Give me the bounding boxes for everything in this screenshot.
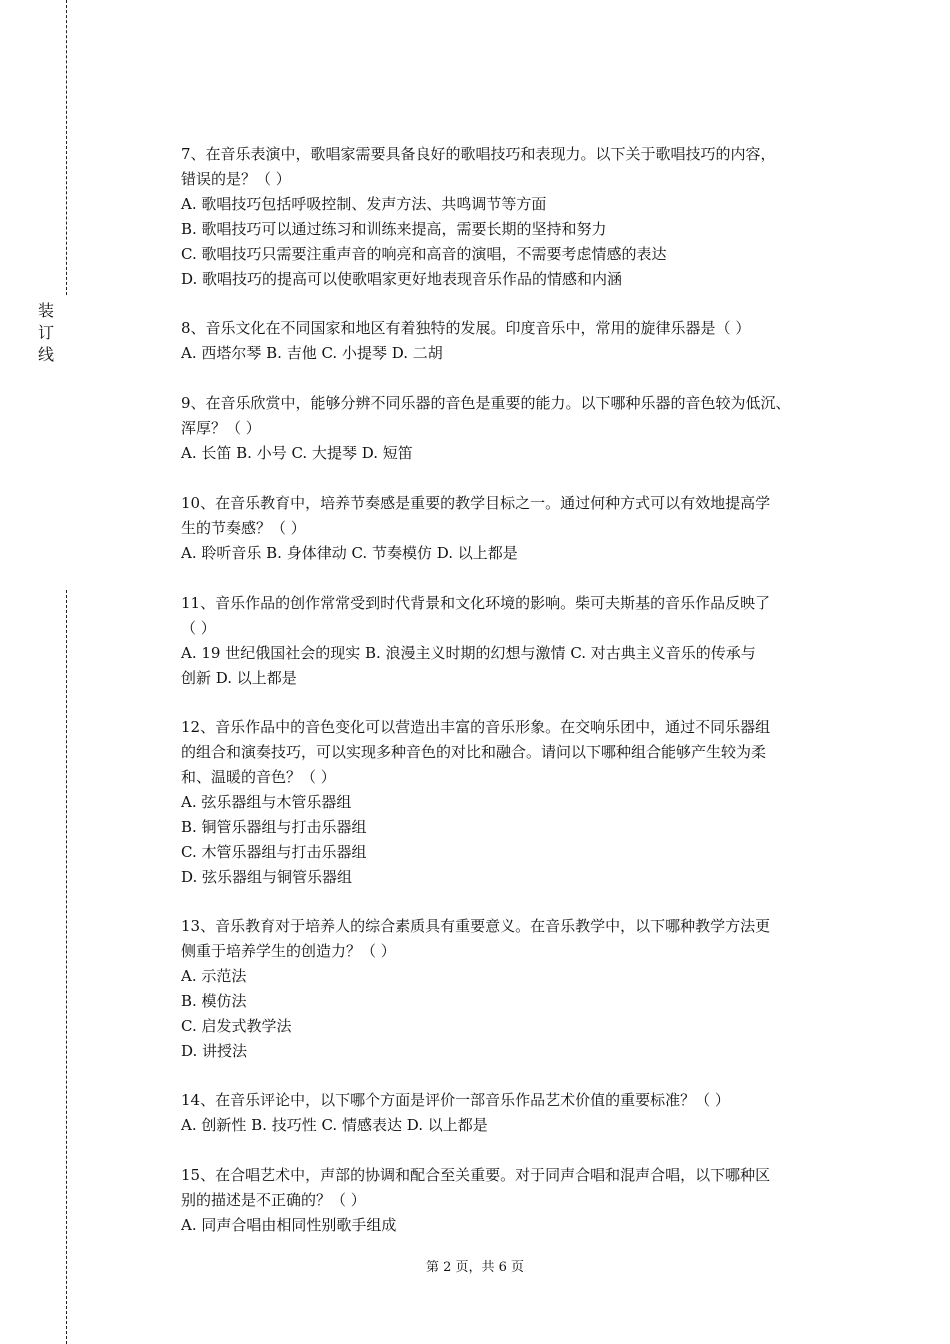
question-option: A. 长笛 B. 小号 C. 大提琴 D. 短笛 — [181, 444, 413, 462]
question-14 — [181, 1088, 851, 1138]
question-7 — [181, 142, 851, 292]
question-option: B. 模仿法 — [181, 992, 247, 1010]
question-option: A. 示范法 — [181, 967, 247, 985]
binding-dashed-line-bottom — [66, 590, 67, 1344]
question-text: 11、音乐作品的创作常常受到时代背景和文化环境的影响。柴可夫斯基的音乐作品反映了 — [181, 594, 771, 612]
question-option: A. 歌唱技巧包括呼吸控制、发声方法、共鸣调节等方面 — [181, 195, 547, 213]
question-text: 10、在音乐教育中，培养节奏感是重要的教学目标之一。通过何种方式可以有效地提高学 — [181, 494, 771, 512]
question-option: B. 歌唱技巧可以通过练习和训练来提高，需要长期的坚持和努力 — [181, 220, 607, 238]
question-option: C. 歌唱技巧只需要注重声音的响亮和高音的演唱，不需要考虑情感的表达 — [181, 245, 667, 263]
question-option: A. 同声合唱由相同性别歌手组成 — [181, 1216, 397, 1234]
question-text: 创新 D. 以上都是 — [181, 669, 297, 687]
question-text: 的组合和演奏技巧，可以实现多种音色的对比和融合。请问以下哪种组合能够产生较为柔 — [181, 743, 767, 761]
question-text: 别的描述是不正确的？（ ） — [181, 1191, 366, 1209]
question-text: 错误的是？（ ） — [181, 170, 291, 188]
page-footer: 第 2 页，共 6 页 — [425, 1260, 525, 1275]
question-11 — [181, 591, 851, 691]
question-option: A. 弦乐器组与木管乐器组 — [181, 793, 352, 811]
question-option: C. 启发式教学法 — [181, 1017, 292, 1035]
question-option: D. 歌唱技巧的提高可以使歌唱家更好地表现音乐作品的情感和内涵 — [181, 270, 623, 288]
question-text: 13、音乐教育对于培养人的综合素质具有重要意义。在音乐教学中，以下哪种教学方法更 — [181, 917, 771, 935]
question-option: D. 讲授法 — [181, 1042, 248, 1060]
question-9 — [181, 391, 851, 466]
question-option: A. 创新性 B. 技巧性 C. 情感表达 D. 以上都是 — [181, 1116, 488, 1134]
question-text: （ ） — [181, 619, 216, 637]
question-option: A. 19 世纪俄国社会的现实 B. 浪漫主义时期的幻想与激情 C. 对古典主义音乐的传承与 — [181, 644, 756, 662]
question-text: 12、音乐作品中的音色变化可以营造出丰富的音乐形象。在交响乐团中，通过不同乐器组 — [181, 718, 771, 736]
question-text: 8、音乐文化在不同国家和地区有着独特的发展。印度音乐中，常用的旋律乐器是（ ） — [181, 319, 751, 337]
question-text: 浑厚？（ ） — [181, 419, 261, 437]
question-text: 侧重于培养学生的创造力？（ ） — [181, 942, 396, 960]
question-option: B. 铜管乐器组与打击乐器组 — [181, 818, 367, 836]
question-12 — [181, 715, 851, 890]
question-text: 9、在音乐欣赏中，能够分辨不同乐器的音色是重要的能力。以下哪种乐器的音色较为低沉、 — [181, 394, 791, 412]
question-option: A. 聆听音乐 B. 身体律动 C. 节奏模仿 D. 以上都是 — [181, 544, 518, 562]
question-text: 15、在合唱艺术中，声部的协调和配合至关重要。对于同声合唱和混声合唱，以下哪种区 — [181, 1166, 771, 1184]
question-option: A. 西塔尔琴 B. 吉他 C. 小提琴 D. 二胡 — [181, 344, 443, 362]
question-text: 生的节奏感？（ ） — [181, 519, 306, 537]
question-8 — [181, 316, 851, 366]
binding-line-label: 装订线 — [37, 301, 54, 364]
question-10 — [181, 491, 851, 566]
question-text: 7、在音乐表演中，歌唱家需要具备良好的歌唱技巧和表现力。以下关于歌唱技巧的内容， — [181, 145, 776, 163]
question-15 — [181, 1163, 851, 1238]
binding-dashed-line-top — [66, 0, 67, 295]
question-text: 和、温暖的音色？（ ） — [181, 768, 336, 786]
question-13 — [181, 914, 851, 1064]
question-option: D. 弦乐器组与铜管乐器组 — [181, 868, 353, 886]
question-option: C. 木管乐器组与打击乐器组 — [181, 843, 367, 861]
question-text: 14、在音乐评论中，以下哪个方面是评价一部音乐作品艺术价值的重要标准？（ ） — [181, 1091, 730, 1109]
